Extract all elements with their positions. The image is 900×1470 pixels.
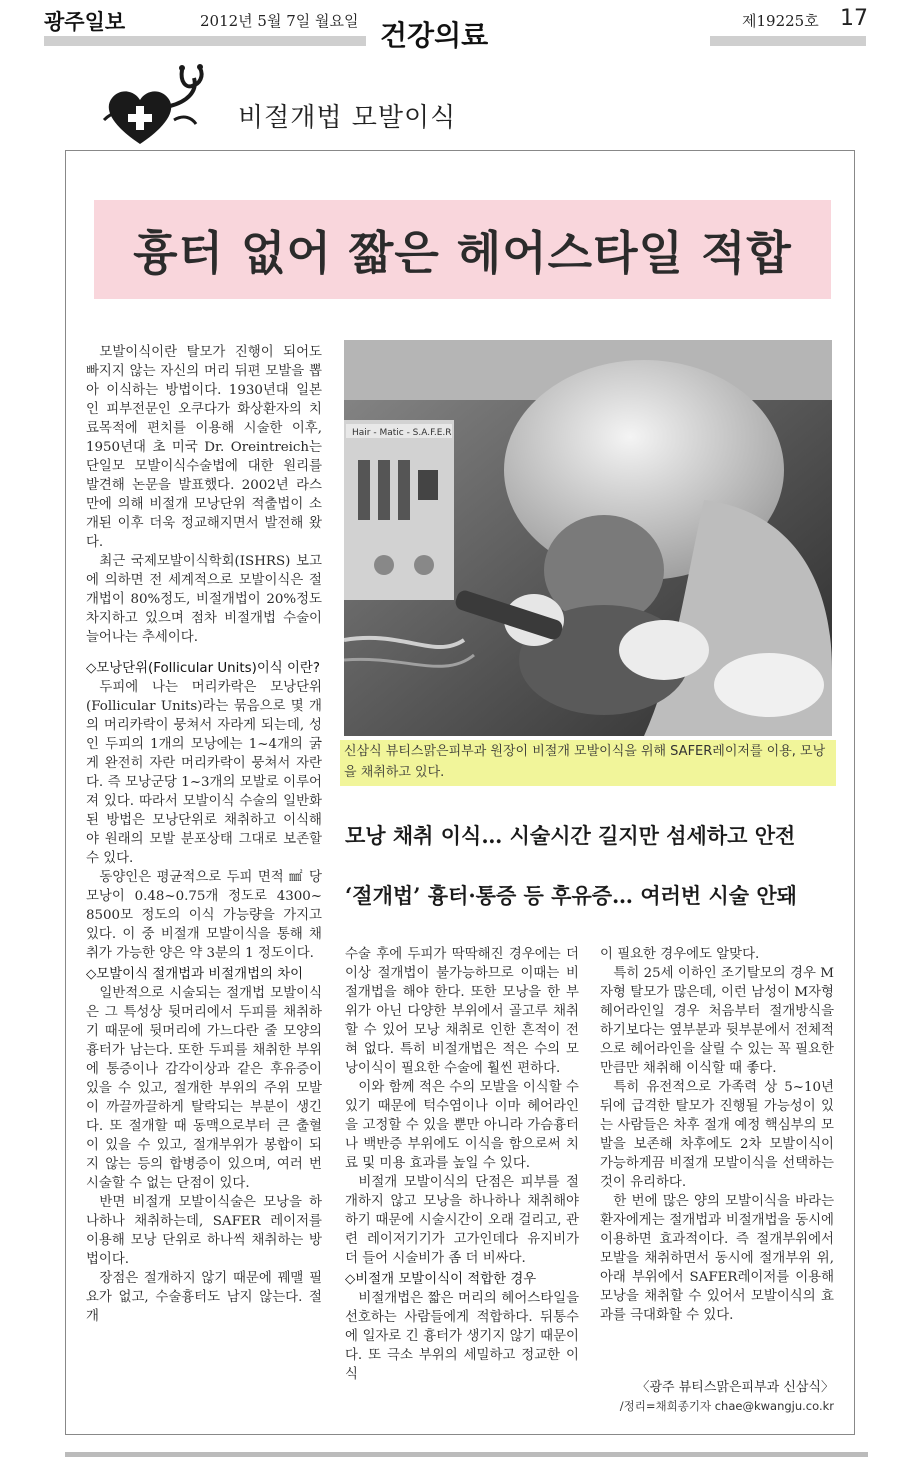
section-heading: ◇비절개 모발이식이 적합한 경우 [345,1272,537,1287]
paragraph: 일반적으로 시술되는 절개법 모발이식은 그 특성상 뒷머리에서 두피를 채취하기 때문에 뒷머리에 가느다란 줄 모양의 흉터가 남는다. 또한 두피를 채취한 부위에 통증이나 감각이상과 같은 후유증이 있을 수 있고, 절개한 부위의 주위 모발이 까끌까끌하게 탈락되는 부분이 생긴다. 또 절개할 때 동맥으로부터 큰 출혈이 있을 수 있고, 절개부위가 봉합이 되지 않는 등의 합병증이 있으며, 여러 번 시술할 수 없는 단점이 있다. [86,986,322,1191]
paragraph: 비절개법은 짧은 머리의 헤어스타일을 선호하는 사람들에게 적합하다. 뒤통수에 일자로 긴 흉터가 생기지 않기 때문이다. 또 극소 부위의 세밀하고 정교한 이식 [345,1291,579,1382]
header-rule-right [710,36,866,46]
footer-rule [65,1452,868,1457]
paragraph: 특히 25세 이하인 조기탈모의 경우 M자형 탈모가 많은데, 이런 남성이 M자형 헤어라인일 경우 처음부터 절개방식을 하기보다는 옆부분과 뒷부분에서 전체적으로 헤어라인을 살릴 수 있는 꼭 필요한 만큼만 채취해 이식할 때 좋다. [600,966,834,1076]
paragraph: 한 번에 많은 양의 모발이식을 바라는 환자에게는 절개법과 비절개법을 동시에 이용하면 효과적이다. 즉 절개부위에서 모발을 채취하면서 동시에 절개부위 위, 아래 부위에서 SAFER레이저를 이용해 모낭을 채취할 수 있어서 모발이식의 효과를 극대화할 수 있다. [600,1194,834,1323]
subheadline-1: 모낭 채취 이식… 시술시간 길지만 섬세하고 안전 [345,823,796,848]
issue-number: 제19225호 [742,12,819,30]
article-column-2 [345,945,579,1384]
paragraph: 동양인은 평균적으로 두피 면적 ㎟ 당 모낭이 0.48~0.75개 정도로 4300~ 8500모 정도의 이식 가능량을 가지고 있다. 이 중 비절개 모발이식을 통해 채취가 가능한 양은 약 3분의 1 정도이다. [86,870,322,961]
section-title: 건강의료 [380,19,489,52]
paragraph: 모발이식이란 탈모가 진행이 되어도 빠지지 않는 자신의 머리 뒤편 모발을 뽑아 이식하는 방법이다. 1930년대 일본인 피부전문인 오쿠다가 화상환자의 치료목적에 편치를 이용해 시술한 이후, 1950년대 초 미국 Dr. Oreintreich는 단일모 모발이식수술법에 대한 원리를 발견해 논문을 발표했다. 2002년 라스만에 의해 비절개 모낭단위 적출법이 소개된 이후 더욱 정교해지면서 발전해 왔다. [86,345,322,550]
paragraph: 수술 후에 두피가 딱딱해진 경우에는 더 이상 절개법이 불가능하므로 이때는 비절개법을 해야 한다. 또한 모낭을 한 부위가 아닌 다양한 부위에서 골고루 채취할 수 있어 모낭 채취로 인한 흔적이 전혀 없다. 특히 비절개법은 적은 수의 모낭이식이 필요한 수술에 훨씬 편하다. [345,947,579,1076]
paragraph: 반면 비절개 모발이식술은 모낭을 하나하나 채취하는데, SAFER 레이저를 이용해 모낭 단위로 하나씩 채취하는 방법이다. [86,1195,322,1267]
subheadline-2: ‘절개법’ 흉터·통증 등 후유증… 여러번 시술 안돼 [345,883,797,908]
paragraph: 장점은 절개하지 않기 때문에 꿰맬 필요가 없고, 수술흉터도 남지 않는다. 절개 [86,1271,322,1324]
article-column-3 [600,945,834,1325]
paragraph: 특히 유전적으로 가족력 상 5~10년 뒤에 급격한 탈모가 진행될 가능성이 있는 사람들은 차후 절개 예정 핵심부의 모발을 보존해 차후에도 2차 모발이식이 가능하게끔 비절개 모발이식을 선택하는 것이 유리하다. [600,1080,834,1190]
photo-caption: 신삼식 뷰티스맑은피부과 원장이 비절개 모발이식을 위해 SAFER레이저를 이용, 모낭을 채취하고 있다. [344,744,826,780]
issue-date: 2012년 5월 7일 월요일 [200,12,359,30]
series-title: 비절개법 모발이식 [238,103,457,133]
paragraph: 비절개 모발이식의 단점은 피부를 절개하지 않고 모낭을 하나하나 채취해야 하기 때문에 시술시간이 오래 걸리고, 관련 레이저기기가 고가인데다 유지비가 더 들어 시술비가 좀 더 비싸다. [345,1175,579,1266]
surgery-photo [344,340,832,736]
header-rule-left [44,36,366,46]
section-heading: ◇모낭단위(Follicular Units)이식 이란? [86,661,320,676]
paragraph: 이 필요한 경우에도 알맞다. [600,947,760,962]
page-number: 17 [840,6,868,31]
paragraph: 이와 함께 적은 수의 모발을 이식할 수 있기 때문에 턱수염이나 이마 헤어라인을 고정할 수 있을 뿐만 아니라 가슴흉터나 백반증 부위에도 이식을 함으로써 치료 및 미용 효과를 높일 수 있다. [345,1080,579,1171]
section-heading: ◇모발이식 절개법과 비절개법의 차이 [86,967,304,982]
paragraph: 최근 국제모발이식학회(ISHRS) 보고에 의하면 전 세계적으로 모발이식은 절개법이 80%정도, 비절개법이 20%정도 차지하고 있으며 점차 비절개법 수술이 늘어나는 추세이다. [86,554,322,645]
health-heart-icon [100,62,210,152]
masthead: 광주일보 [44,10,126,34]
headline: 흉터 없어 짧은 헤어스타일 적합 [133,225,792,280]
paragraph: 두피에 나는 머리카락은 모낭단위(Follicular Units)라는 묶음으로 몇 개의 머리카락이 뭉쳐서 자라게 되는데, 성인 두피의 1개의 모낭에는 1~4개의 굵게 완전히 자란 머리카락이 뭉쳐서 자란다. 즉 모낭군당 1~3개의 모발로 이루어져 있다. 따라서 모발이식 수술의 일반화된 방법은 모낭단위로 채취하고 이식해야 원래의 모발 분포상태 그대로 보존할 수 있다. [86,680,322,866]
source-credit: 〈광주 뷰티스맑은피부과 신삼식〉 [636,1380,834,1395]
reporter-credit: /정리=채희종기자 chae@kwangju.co.kr [619,1399,834,1413]
article-column-1 [86,343,322,1326]
device-label: Hair - Matic - S.A.F.E.R [352,428,452,438]
